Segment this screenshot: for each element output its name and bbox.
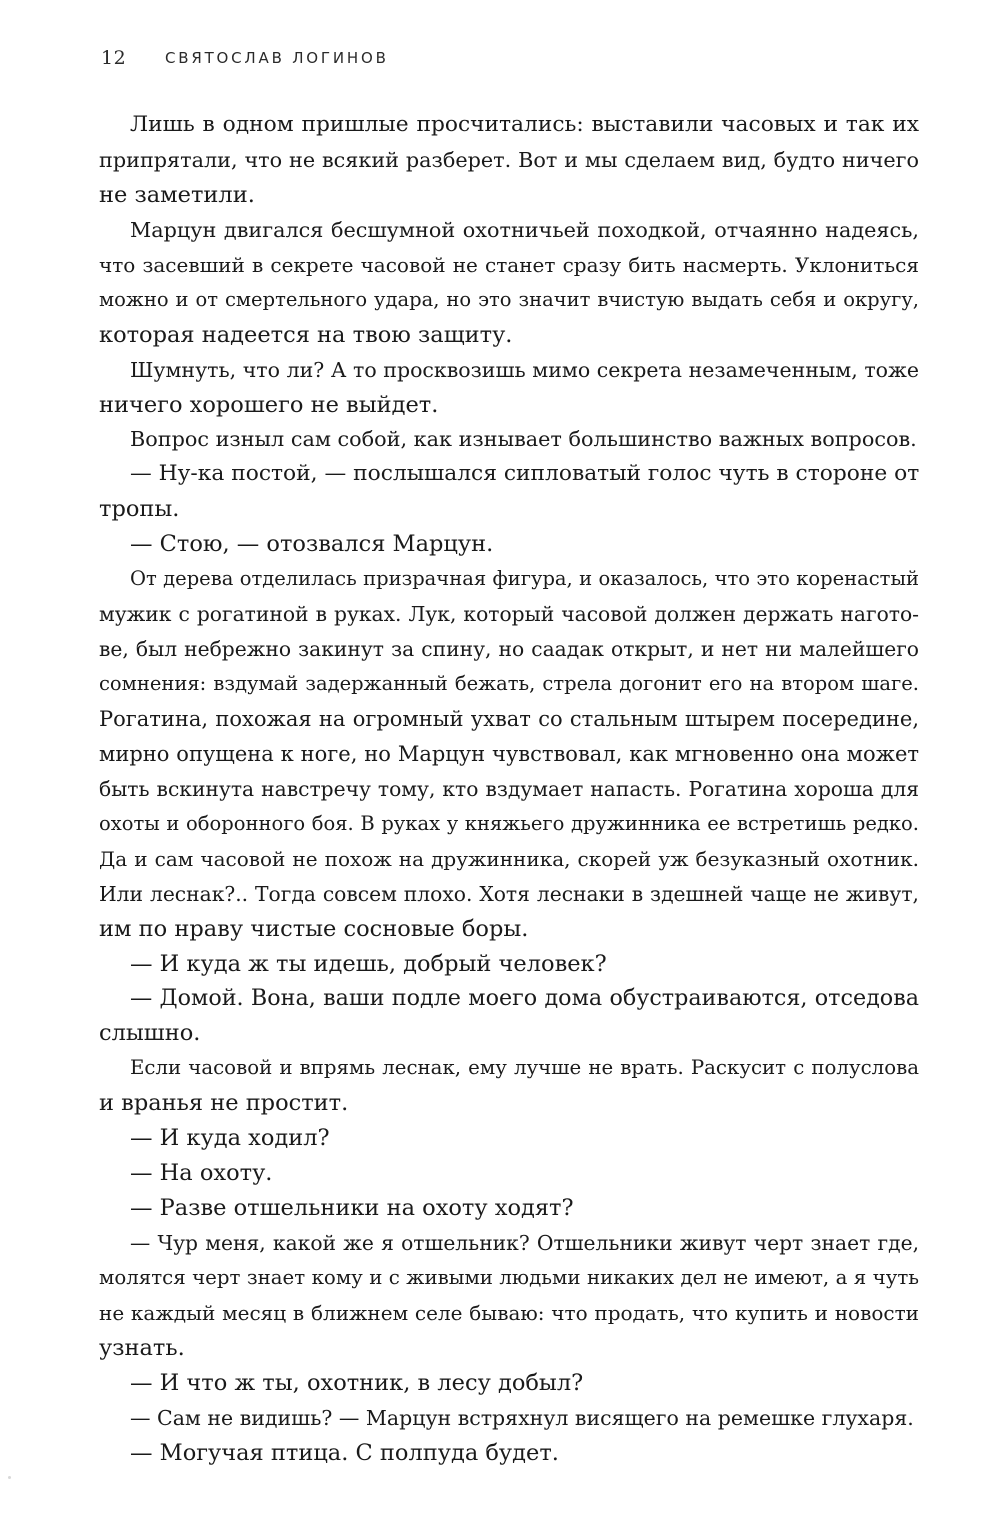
text-line: мужик с рогатиной в руках. Лук, который часовой должен держать нагото- xyxy=(99,602,919,627)
text-line: узнать. xyxy=(99,1334,185,1361)
text-line: — Домой. Вона, ваши подле моего дома обустраиваются, отседова xyxy=(130,985,919,1012)
text-line: От дерева отделилась призрачная фигура, и оказалось, что это коренастый xyxy=(130,567,919,591)
text-line: — Разве отшельники на охоту ходят? xyxy=(130,1195,574,1222)
text-line: что засевший в секрете часовой не станет сразу бить насмерть. Уклониться xyxy=(99,252,919,277)
body-text xyxy=(99,108,919,1471)
text-line: — И что ж ты, охотник, в лесу добыл? xyxy=(130,1369,584,1396)
text-line: молятся черт знает кому и с живыми людьми никаких дел не имеют, а я чуть xyxy=(99,1265,919,1289)
text-line: Если часовой и впрямь леснак, ему лучше не врать. Раскусит с полуслова xyxy=(130,1056,919,1080)
text-line: — Могучая птица. С полпуда будет. xyxy=(130,1439,559,1466)
running-title: СВЯТОСЛАВ ЛОГИНОВ xyxy=(165,49,389,67)
text-line: быть вскинута навстречу тому, кто вздумает напасть. Рогатина хороша для xyxy=(99,776,919,801)
text-line: — Сам не видишь? — Марцун встряхнул висящего на ремешке глухаря. xyxy=(130,1405,914,1430)
text-line: не заметили. xyxy=(99,181,255,208)
text-line: Рогатина, похожая на огромный ухват со стальным штырем посередине, xyxy=(99,706,919,731)
text-line: которая надеется на твою защиту. xyxy=(99,321,513,348)
text-line: тропы. xyxy=(99,496,180,523)
text-line: — На охоту. xyxy=(130,1160,273,1187)
text-line: слышно. xyxy=(99,1020,201,1047)
text-line: — И куда ж ты идешь, добрый человек? xyxy=(130,950,607,977)
text-line: сомнения: вздумай задержанный бежать, стрела догонит его на втором шаге. xyxy=(99,672,919,695)
text-line: Или леснак?.. Тогда совсем плохо. Хотя леснаки в здешней чаще не живут, xyxy=(99,881,919,906)
text-line: не каждый месяц в ближнем селе бываю: что продать, что купить и новости xyxy=(99,1300,919,1325)
text-line: ничего хорошего не выйдет. xyxy=(99,391,439,418)
text-line: ве, был небрежно закинут за спину, но саадак открыт, и нет ни малейшего xyxy=(99,637,919,662)
text-line: Вопрос изныл сам собой, как изнывает большинство важных вопросов. xyxy=(130,427,917,452)
text-line: им по нраву чистые сосновые боры. xyxy=(99,915,529,942)
text-line: Шумнуть, что ли? А то просквозишь мимо секрета незамеченным, тоже xyxy=(130,357,919,382)
text-line: охоты и оборонного боя. В руках у княжьего дружинника ее встретишь редко. xyxy=(99,811,919,835)
page-number: 12 xyxy=(101,47,127,69)
text-line: Марцун двигался бесшумной охотничьей походкой, отчаянно надеясь, xyxy=(130,217,919,242)
text-line: — Чур меня, какой же я отшельник? Отшельники живут черт знает где, xyxy=(130,1231,919,1255)
text-line: Лишь в одном пришлые просчитались: выставили часовых и так их xyxy=(130,112,919,137)
text-line: — И куда ходил? xyxy=(130,1125,330,1152)
text-line: мирно опущена к ноге, но Марцун чувствовал, как мгновенно она может xyxy=(99,741,919,766)
text-line: — Стою, — отозвался Марцун. xyxy=(130,531,494,558)
text-line: припрятали, что не всякий разберет. Вот и мы сделаем вид, будто ничего xyxy=(99,147,919,172)
text-line: и вранья не простит. xyxy=(99,1090,349,1117)
text-line: — Ну-ка постой, — послышался сиплoватый голос чуть в стороне от xyxy=(130,461,920,487)
text-line: можно и от смертельного удара, но это значит вчистую выдать себя и округу, xyxy=(99,287,919,311)
margin-dot xyxy=(8,1476,11,1479)
text-line: Да и сам часовой не похож на дружинника, скорей уж безуказный охотник. xyxy=(99,846,919,871)
